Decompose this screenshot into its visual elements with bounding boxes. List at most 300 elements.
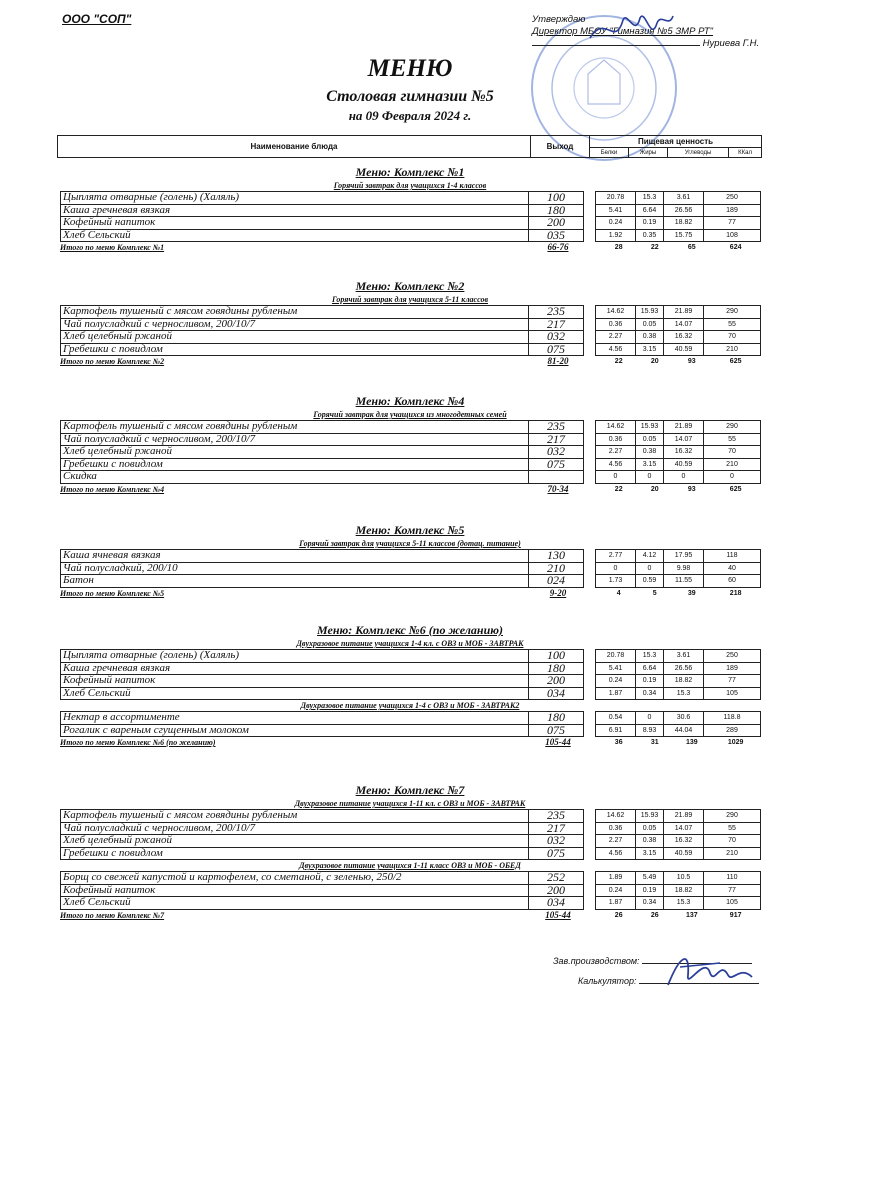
kcal-value: 55: [704, 433, 761, 446]
table-row: [61, 421, 761, 434]
spacer: [584, 446, 596, 459]
carbs-value: 3.61: [664, 192, 704, 205]
dish-output: 217: [529, 433, 584, 446]
dishes-table: [60, 549, 761, 588]
table-row: [61, 343, 761, 356]
dish-name: Батон: [61, 575, 529, 588]
total-carbs: 139: [685, 739, 698, 746]
dish-output: 034: [529, 897, 584, 910]
table-row: [61, 687, 761, 700]
fats-value: 6.64: [636, 662, 664, 675]
total-label: Итого по меню Комплекс №4: [60, 484, 165, 494]
proteins-value: 0.36: [596, 318, 636, 331]
carbs-value: 18.82: [664, 675, 704, 688]
kcal-value: 70: [704, 835, 761, 848]
spacer: [584, 575, 596, 588]
total-output: 66-76: [547, 242, 569, 252]
menu-column-header: [57, 135, 762, 158]
proteins-value: 1.73: [596, 575, 636, 588]
proteins-value: 1.87: [596, 687, 636, 700]
total-fats: 20: [650, 358, 659, 365]
dish-name: Цыплята отварные (голень) (Халяль): [61, 192, 529, 205]
table-row: [61, 662, 761, 675]
total-fats: 5: [652, 589, 657, 597]
spacer: [584, 204, 596, 217]
dish-name: Гребешки с повидлом: [61, 847, 529, 860]
dish-output: 100: [529, 650, 584, 663]
carbs-value: 18.82: [664, 884, 704, 897]
spacer: [584, 822, 596, 835]
menu-section: [60, 164, 760, 253]
total-carbs: 39: [687, 589, 696, 597]
carbs-value: 15.3: [664, 897, 704, 910]
kcal-value: 290: [704, 421, 761, 434]
menu-date: на 09 Февраля 2024 г.: [348, 108, 472, 123]
kcal-value: 70: [704, 331, 761, 344]
carbs-value: 30.6: [664, 712, 704, 725]
table-row: [61, 458, 761, 471]
kcal-value: 77: [704, 217, 761, 230]
dishes-table: [60, 649, 761, 700]
table-row: [61, 810, 761, 823]
fats-value: 0.05: [636, 318, 664, 331]
total-proteins: 4: [616, 589, 621, 597]
kcal-value: 105: [704, 897, 761, 910]
total-proteins: 36: [614, 739, 623, 746]
spacer: [584, 872, 596, 885]
dish-name: Хлеб Сельский: [61, 897, 529, 910]
carbs-value: 9.98: [664, 562, 704, 575]
total-carbs: 93: [687, 485, 696, 493]
kcal-value: 110: [704, 872, 761, 885]
table-row: [61, 650, 761, 663]
dishes-table: [60, 305, 761, 356]
table-row: [61, 204, 761, 217]
fats-value: 0: [636, 562, 664, 575]
dish-name: Каша ячневая вязкая: [61, 550, 529, 563]
table-row: [61, 550, 761, 563]
dish-output: 180: [529, 712, 584, 725]
menu-section: [60, 393, 760, 495]
header-proteins: Белки: [590, 148, 629, 158]
fats-value: 0.35: [636, 229, 664, 242]
header-nutrition: Пищевая ценность: [590, 136, 762, 148]
table-row: [61, 471, 761, 484]
dish-output: 252: [529, 872, 584, 885]
group-subtitle: Двухразовое питание учащихся 1-4 с ОВЗ и МОБ - ЗАВТРАК2: [300, 701, 520, 710]
kcal-value: 77: [704, 884, 761, 897]
kcal-value: 118: [704, 550, 761, 563]
dish-name: Рогалик с вареным сгущенным молоком: [61, 724, 529, 737]
dish-name: Гребешки с повидлом: [61, 458, 529, 471]
kcal-value: 60: [704, 575, 761, 588]
kcal-value: 105: [704, 687, 761, 700]
proteins-value: 4.56: [596, 458, 636, 471]
fats-value: 3.15: [636, 343, 664, 356]
carbs-value: 21.89: [664, 421, 704, 434]
dish-output: 034: [529, 687, 584, 700]
dish-name: Каша гречневая вязкая: [61, 204, 529, 217]
fats-value: 0: [636, 471, 664, 484]
proteins-value: 1.87: [596, 897, 636, 910]
total-proteins: 26: [614, 911, 623, 919]
section-total: [60, 356, 760, 367]
dish-name: Кофейный напиток: [61, 217, 529, 230]
dish-output: 235: [529, 810, 584, 823]
total-output: 70-34: [547, 483, 569, 494]
header-fats: Жиры: [628, 148, 667, 158]
section-total: [60, 588, 760, 599]
fats-value: 3.15: [636, 847, 664, 860]
dish-name: Скидка: [61, 471, 529, 484]
spacer: [584, 884, 596, 897]
dish-name: Картофель тушеный с мясом говядины рубленым: [61, 810, 529, 823]
section-total: [60, 910, 760, 921]
kcal-value: 55: [704, 318, 761, 331]
total-proteins: 28: [614, 244, 623, 251]
organization-name: ООО "СОП": [62, 12, 132, 26]
dish-output: 075: [529, 847, 584, 860]
proteins-value: 2.27: [596, 331, 636, 344]
total-proteins: 22: [614, 485, 623, 493]
dish-output: 200: [529, 217, 584, 230]
fats-value: 15.3: [636, 192, 664, 205]
carbs-value: 15.3: [664, 687, 704, 700]
spacer: [584, 810, 596, 823]
carbs-value: 17.95: [664, 550, 704, 563]
proteins-value: 2.77: [596, 550, 636, 563]
dish-name: Хлеб целебный ржаной: [61, 446, 529, 459]
group-subtitle: Двухразовое питание учащихся 1-4 кл. с ОВЗ и МОБ - ЗАВТРАК: [296, 639, 524, 648]
proteins-value: 14.62: [596, 421, 636, 434]
dish-name: Чай полусладкий с черносливом, 200/10/7: [61, 318, 529, 331]
fats-value: 15.93: [636, 306, 664, 319]
dish-name: Хлеб целебный ржаной: [61, 835, 529, 848]
carbs-value: 40.59: [664, 343, 704, 356]
total-proteins: 22: [614, 358, 623, 365]
carbs-value: 16.32: [664, 835, 704, 848]
dish-name: Хлеб целебный ржаной: [61, 331, 529, 344]
dishes-table: [60, 420, 761, 484]
total-fats: 20: [650, 485, 659, 493]
page-title: МЕНЮ: [367, 55, 453, 82]
dish-name: Чай полусладкий, 200/10: [61, 562, 529, 575]
group-subtitle: Двухразовое питание учащихся 1-11 кл. с ОВЗ и МОБ - ЗАВТРАК: [294, 799, 526, 808]
dish-output: 217: [529, 822, 584, 835]
total-output: 9-20: [549, 587, 567, 598]
carbs-value: 44.04: [664, 724, 704, 737]
section-title: Меню: Комплекс №5: [355, 523, 465, 537]
group-subtitle: Горячий завтрак для учащихся 5-11 классов (дотац. питание): [299, 539, 521, 548]
carbs-value: 40.59: [664, 458, 704, 471]
fats-value: 5.49: [636, 872, 664, 885]
dish-output: 200: [529, 675, 584, 688]
total-kcal: 625: [729, 358, 742, 365]
group-subtitle: Горячий завтрак для учащихся 5-11 классов: [331, 295, 489, 304]
spacer: [584, 458, 596, 471]
proteins-value: 6.91: [596, 724, 636, 737]
fats-value: 3.15: [636, 458, 664, 471]
spacer: [584, 318, 596, 331]
fats-value: 0.19: [636, 675, 664, 688]
table-row: [61, 192, 761, 205]
dish-output: 032: [529, 835, 584, 848]
total-kcal: 625: [729, 485, 742, 493]
fats-value: 0.38: [636, 331, 664, 344]
proteins-value: 20.78: [596, 650, 636, 663]
carbs-value: 26.56: [664, 662, 704, 675]
dish-output: 180: [529, 662, 584, 675]
fats-value: 4.12: [636, 550, 664, 563]
total-output: 105-44: [545, 909, 571, 920]
fats-value: 0.05: [636, 822, 664, 835]
kcal-value: 108: [704, 229, 761, 242]
carbs-value: 21.89: [664, 306, 704, 319]
carbs-value: 3.61: [664, 650, 704, 663]
kcal-value: 289: [704, 724, 761, 737]
dish-name: Чай полусладкий с черносливом, 200/10/7: [61, 822, 529, 835]
kcal-value: 290: [704, 810, 761, 823]
director-signature: [585, 8, 675, 53]
spacer: [584, 650, 596, 663]
kcal-value: 250: [704, 192, 761, 205]
kcal-value: 70: [704, 446, 761, 459]
carbs-value: 16.32: [664, 331, 704, 344]
proteins-value: 0: [596, 471, 636, 484]
carbs-value: 21.89: [664, 810, 704, 823]
carbs-value: 10.5: [664, 872, 704, 885]
proteins-value: 0.36: [596, 822, 636, 835]
dish-name: Хлеб Сельский: [61, 229, 529, 242]
kcal-value: 55: [704, 822, 761, 835]
fats-value: 0.34: [636, 897, 664, 910]
proteins-value: 1.89: [596, 872, 636, 885]
kcal-value: 118.8: [704, 712, 761, 725]
spacer: [584, 562, 596, 575]
dish-output: [529, 471, 584, 484]
spacer: [584, 343, 596, 356]
total-label: Итого по меню Комплекс №6 (по желанию): [60, 738, 216, 747]
page-subtitle: Столовая гимназии №5: [326, 88, 494, 105]
table-row: [61, 433, 761, 446]
table-row: [61, 217, 761, 230]
fats-value: 0.19: [636, 884, 664, 897]
fats-value: 0.38: [636, 835, 664, 848]
spacer: [584, 835, 596, 848]
table-row: [61, 847, 761, 860]
table-row: [61, 331, 761, 344]
total-label: Итого по меню Комплекс №7: [60, 910, 165, 920]
section-total: [60, 242, 760, 253]
total-kcal: 218: [729, 589, 742, 597]
spacer: [584, 550, 596, 563]
kcal-value: 250: [704, 650, 761, 663]
fats-value: 0.34: [636, 687, 664, 700]
dish-name: Нектар в ассортименте: [61, 712, 529, 725]
carbs-value: 0: [664, 471, 704, 484]
menu-section: [60, 278, 760, 367]
dish-output: 210: [529, 562, 584, 575]
kcal-value: 189: [704, 662, 761, 675]
dish-output: 024: [529, 575, 584, 588]
section-title: Меню: Комплекс №7: [355, 783, 465, 797]
table-row: [61, 229, 761, 242]
dish-name: Хлеб Сельский: [61, 687, 529, 700]
carbs-value: 14.07: [664, 318, 704, 331]
menu-section: [60, 522, 760, 599]
total-label: Итого по меню Комплекс №5: [60, 588, 165, 598]
table-row: [61, 872, 761, 885]
total-label: Итого по меню Комплекс №2: [60, 357, 165, 366]
table-row: [61, 675, 761, 688]
spacer: [584, 712, 596, 725]
total-carbs: 65: [687, 244, 696, 251]
proteins-value: 0.24: [596, 675, 636, 688]
proteins-value: 0.54: [596, 712, 636, 725]
fats-value: 0.38: [636, 446, 664, 459]
table-row: [61, 575, 761, 588]
fats-value: 0.05: [636, 433, 664, 446]
dishes-table: [60, 871, 761, 910]
proteins-value: 14.62: [596, 306, 636, 319]
table-row: [61, 822, 761, 835]
fats-value: 15.93: [636, 810, 664, 823]
table-row: [61, 884, 761, 897]
total-label: Итого по меню Комплекс №1: [60, 243, 165, 252]
table-row: [61, 835, 761, 848]
carbs-value: 14.07: [664, 822, 704, 835]
spacer: [584, 675, 596, 688]
dish-output: 100: [529, 192, 584, 205]
kcal-value: 290: [704, 306, 761, 319]
fats-value: 0.59: [636, 575, 664, 588]
dish-name: Каша гречневая вязкая: [61, 662, 529, 675]
dish-output: 235: [529, 421, 584, 434]
spacer: [584, 217, 596, 230]
dish-output: 130: [529, 550, 584, 563]
proteins-value: 5.41: [596, 204, 636, 217]
spacer: [584, 331, 596, 344]
carbs-value: 16.32: [664, 446, 704, 459]
header-carbs: Углеводы: [667, 148, 728, 158]
carbs-value: 15.75: [664, 229, 704, 242]
header-kcal: ККал: [729, 148, 762, 158]
menu-section: [60, 622, 760, 748]
table-row: [61, 897, 761, 910]
total-output: 81-20: [547, 356, 569, 366]
signature-head-label: Зав.производством:: [553, 956, 640, 966]
header-output: Выход: [531, 136, 590, 158]
proteins-value: 0: [596, 562, 636, 575]
dish-output: 075: [529, 724, 584, 737]
dish-output: 180: [529, 204, 584, 217]
dish-output: 217: [529, 318, 584, 331]
fats-value: 6.64: [636, 204, 664, 217]
dish-output: 032: [529, 331, 584, 344]
fats-value: 15.93: [636, 421, 664, 434]
kcal-value: 0: [704, 471, 761, 484]
dishes-table: [60, 711, 761, 737]
menu-section: [60, 782, 760, 921]
approve-director: Директор МБОУ "Гимназия №5 ЗМР РТ": [532, 26, 714, 37]
proteins-value: 4.56: [596, 847, 636, 860]
dishes-table: [60, 809, 761, 860]
total-carbs: 93: [687, 358, 696, 365]
dish-output: 200: [529, 884, 584, 897]
spacer: [584, 847, 596, 860]
dish-name: Чай полусладкий с черносливом, 200/10/7: [61, 433, 529, 446]
dish-name: Цыплята отварные (голень) (Халяль): [61, 650, 529, 663]
section-total: [60, 737, 760, 748]
total-fats: 26: [650, 911, 659, 919]
table-row: [61, 306, 761, 319]
total-kcal: 1029: [727, 739, 744, 746]
section-title: Меню: Комплекс №4: [355, 394, 465, 408]
kcal-value: 77: [704, 675, 761, 688]
signature-calc-label: Калькулятор:: [578, 976, 637, 986]
spacer: [584, 662, 596, 675]
spacer: [584, 433, 596, 446]
spacer: [584, 471, 596, 484]
proteins-value: 5.41: [596, 662, 636, 675]
fats-value: 0: [636, 712, 664, 725]
dish-name: Кофейный напиток: [61, 675, 529, 688]
carbs-value: 14.07: [664, 433, 704, 446]
total-kcal: 624: [729, 244, 742, 251]
section-total: [60, 484, 760, 495]
proteins-value: 2.27: [596, 446, 636, 459]
table-row: [61, 318, 761, 331]
dish-name: Кофейный напиток: [61, 884, 529, 897]
group-subtitle: Горячий завтрак для учащихся 1-4 классов: [333, 181, 487, 190]
proteins-value: 4.56: [596, 343, 636, 356]
carbs-value: 26.56: [664, 204, 704, 217]
carbs-value: 18.82: [664, 217, 704, 230]
approve-name: Нуриева Г.Н.: [702, 38, 760, 49]
kcal-value: 210: [704, 847, 761, 860]
section-title: Меню: Комплекс №6 (по желанию): [317, 623, 503, 637]
group-subtitle: Горячий завтрак для учащихся из многодетных семей: [313, 410, 507, 419]
section-title: Меню: Комплекс №2: [355, 279, 465, 293]
total-output: 105-44: [545, 737, 571, 747]
proteins-value: 2.27: [596, 835, 636, 848]
proteins-value: 14.62: [596, 810, 636, 823]
proteins-value: 0.24: [596, 884, 636, 897]
total-kcal: 917: [729, 911, 742, 919]
header-dish-name: Наименование блюда: [58, 136, 531, 158]
dish-name: Борщ со свежей капустой и картофелем, со сметаной, с зеленью, 250/2: [61, 872, 529, 885]
dish-output: 235: [529, 306, 584, 319]
proteins-value: 0.36: [596, 433, 636, 446]
dish-name: Гребешки с повидлом: [61, 343, 529, 356]
spacer: [584, 421, 596, 434]
total-fats: 31: [650, 739, 659, 746]
table-row: [61, 562, 761, 575]
spacer: [584, 897, 596, 910]
spacer: [584, 687, 596, 700]
kcal-value: 189: [704, 204, 761, 217]
carbs-value: 11.55: [664, 575, 704, 588]
kcal-value: 40: [704, 562, 761, 575]
fats-value: 8.93: [636, 724, 664, 737]
dish-output: 075: [529, 458, 584, 471]
section-title: Меню: Комплекс №1: [355, 165, 465, 179]
proteins-value: 20.78: [596, 192, 636, 205]
total-carbs: 137: [685, 911, 698, 919]
proteins-value: 1.92: [596, 229, 636, 242]
fats-value: 0.19: [636, 217, 664, 230]
table-row: [61, 446, 761, 459]
